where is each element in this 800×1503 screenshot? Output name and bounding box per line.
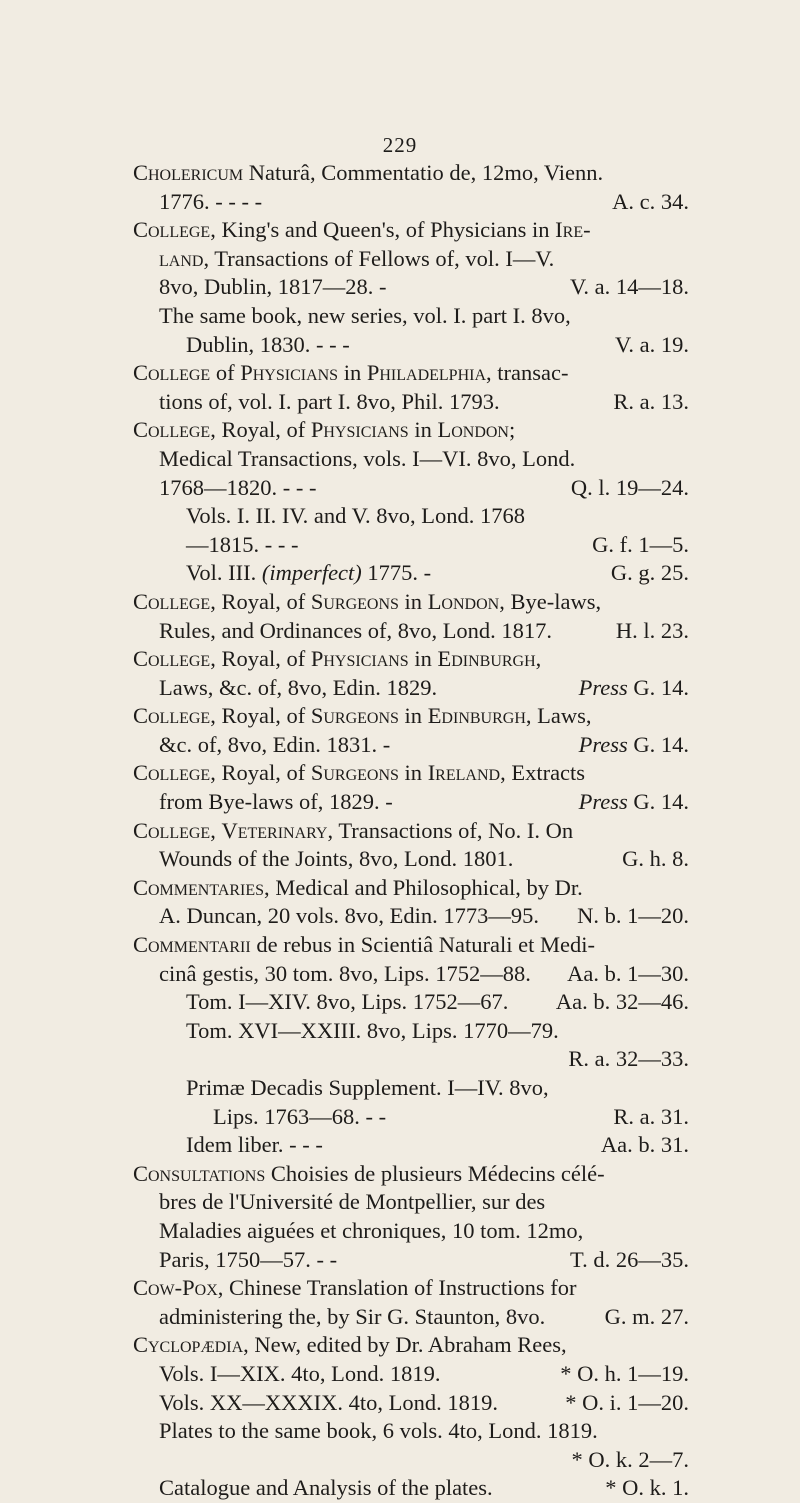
catalogue-line — [133, 645, 689, 674]
catalogue-line — [133, 674, 689, 703]
catalogue-line — [133, 302, 689, 331]
entry-text — [159, 1389, 498, 1418]
entry-fragment: Lips. 1763—68. - - — [213, 1103, 387, 1129]
shelf-mark: G. g. 25. — [610, 560, 689, 586]
entry-fragment: Vols. I—XIX. 4to, Lond. 1819. — [159, 1360, 441, 1386]
page-number: 229 — [382, 133, 418, 157]
catalogue-line — [133, 960, 689, 989]
entry-text — [133, 702, 592, 731]
entry-fragment: in — [408, 646, 438, 672]
entry-text — [133, 588, 601, 617]
catalogue-line — [133, 1474, 689, 1503]
entry-text — [133, 759, 585, 788]
entry-fragment: Plates to the same book, 6 vols. 4to, Lond. 1819. — [159, 1418, 598, 1444]
catalogue-line — [133, 474, 689, 503]
entry-text — [159, 902, 539, 931]
entry-heading: Surgeons — [310, 703, 399, 729]
entry-fragment: transac- — [491, 360, 569, 386]
entry-fragment: New, edited by Dr. Abraham Rees, — [248, 1332, 567, 1358]
entry-heading: College, — [133, 817, 216, 843]
shelf-mark: V. a. 19. — [615, 331, 689, 357]
entry-text — [186, 331, 350, 360]
entry-fragment: Extracts — [505, 760, 586, 786]
catalogue-line — [133, 1274, 689, 1303]
entry-heading: Commentaries, — [133, 874, 270, 900]
entry-fragment: Rules, and Ordinances of, 8vo, Lond. 1817. — [159, 617, 553, 643]
shelf-mark: * O. h. 1—19. — [560, 1360, 689, 1386]
catalogue-line — [133, 1389, 689, 1418]
catalogue-line — [133, 445, 689, 474]
entry-fragment: 1775. - — [361, 560, 432, 586]
catalogue-line — [133, 788, 689, 817]
catalogue-line — [133, 1417, 689, 1446]
catalogue-line — [133, 1446, 689, 1475]
entry-fragment: A. Duncan, 20 vols. 8vo, Edin. 1773—95. — [159, 903, 539, 929]
catalogue-line — [133, 188, 689, 217]
shelf-mark: G. h. 8. — [622, 846, 689, 872]
catalogue-line — [133, 416, 689, 445]
entry-heading: Ireland, — [427, 760, 506, 786]
entry-fragment: in — [398, 703, 428, 729]
entry-fragment: Vols. XX—XXXIX. 4to, Lond. 1819. — [159, 1389, 498, 1415]
entry-text — [133, 1274, 577, 1303]
catalogue-line — [133, 1131, 689, 1160]
entry-fragment: 1768—1820. - - - — [159, 474, 317, 500]
catalogue-line — [133, 817, 689, 846]
entry-fragment: Catalogue and Analysis of the plates. — [159, 1475, 493, 1501]
entry-heading: College, — [133, 417, 216, 443]
entry-heading: land, — [159, 245, 210, 271]
entry-fragment: bres de l'Université de Montpellier, sur des — [159, 1189, 546, 1215]
entry-fragment: Bye-laws, — [504, 588, 602, 614]
entry-note: (imperfect) — [261, 560, 362, 586]
catalogue-line — [133, 1360, 689, 1389]
entry-fragment: Paris, 1750—57. - - — [159, 1246, 338, 1272]
entry-text — [159, 245, 554, 274]
catalogue-line — [133, 1074, 689, 1103]
entry-fragment: Primæ Decadis Supplement. I—IV. 8vo, — [186, 1075, 549, 1100]
entry-heading: Philadelphia, — [366, 360, 492, 386]
entry-fragment: &c. of, 8vo, Edin. 1831. - — [159, 731, 391, 757]
entry-text — [186, 1074, 549, 1103]
entry-fragment: in — [398, 760, 428, 786]
shelf-mark: * O. k. 1. — [605, 1475, 689, 1501]
catalogue-line — [133, 1188, 689, 1217]
entry-text — [159, 273, 387, 302]
entry-fragment: Royal, of — [215, 703, 311, 729]
shelf-mark: Aa. b. 1—30. — [567, 960, 689, 986]
catalogue-line — [133, 388, 689, 417]
entry-fragment: Tom. I—XIV. 8vo, Lips. 1752—67. — [186, 989, 509, 1015]
entry-text — [159, 960, 531, 989]
catalogue-line — [133, 845, 689, 874]
entry-heading: Physicians — [310, 646, 409, 672]
entry-heading: College, — [133, 703, 216, 729]
entry-fragment: The same book, new series, vol. I. part I. 8vo, — [159, 302, 571, 328]
entry-fragment: King's and Queen's, of Physicians in — [215, 217, 556, 243]
entry-fragment: of — [210, 360, 241, 386]
entry-heading: London; — [437, 417, 516, 443]
shelf-mark: Aa. b. 32—46. — [555, 989, 689, 1015]
entry-heading: Cow-Pox, — [133, 1275, 224, 1301]
entry-fragment: Laws, &c. of, 8vo, Edin. 1829. — [159, 674, 438, 700]
entry-heading: Consultations — [133, 1160, 266, 1186]
catalogue-line — [133, 1103, 689, 1132]
entry-fragment: in — [398, 588, 428, 614]
entry-fragment: Naturâ, Commentatio de, 12mo, Vienn. — [243, 160, 604, 185]
entry-text — [159, 1360, 440, 1389]
entry-fragment: Medical Transactions, vols. I—VI. 8vo, Lond. — [159, 445, 576, 471]
entry-text — [159, 617, 552, 646]
shelf-mark: V. a. 14—18. — [570, 274, 689, 300]
entry-fragment: Wounds of the Joints, 8vo, Lond. 1801. — [159, 846, 514, 872]
entry-fragment: in — [408, 417, 438, 443]
shelf-mark: H. l. 23. — [615, 617, 689, 643]
entry-text — [133, 416, 515, 445]
entry-text — [186, 988, 508, 1017]
catalogue-line — [133, 216, 689, 245]
entry-fragment: Royal, of — [215, 417, 311, 443]
entry-fragment: Vol. III. — [186, 560, 262, 586]
entry-fragment: Dublin, 1830. - - - — [186, 331, 350, 357]
entry-text — [186, 559, 431, 588]
entry-text — [133, 216, 591, 245]
catalogue-entries — [133, 159, 689, 1503]
entry-heading: Edinburgh, — [427, 703, 532, 729]
shelf-mark: T. d. 26—35. — [570, 1246, 689, 1272]
entry-heading: College, — [133, 760, 216, 786]
entry-heading: Physicians — [240, 360, 339, 386]
entry-heading: College, — [133, 588, 216, 614]
entry-text — [186, 1017, 559, 1046]
entry-fragment: Royal, of — [215, 588, 311, 614]
catalogue-line — [133, 1217, 689, 1246]
entry-fragment: from Bye-laws of, 1829. - — [159, 789, 393, 815]
shelf-mark: G. f. 1—5. — [592, 531, 689, 557]
catalogue-line — [133, 931, 689, 960]
entry-text — [133, 1160, 605, 1189]
entry-heading: London, — [427, 588, 505, 614]
entry-fragment: de rebus in Scientiâ Naturali et Medi- — [250, 932, 595, 958]
entry-text — [133, 931, 595, 960]
entry-fragment: Idem liber. - - - — [186, 1132, 323, 1158]
entry-heading: Cyclopædia, — [133, 1332, 249, 1358]
entry-text — [159, 302, 571, 331]
entry-text — [133, 359, 568, 388]
entry-text — [159, 1303, 545, 1332]
entry-fragment: tions of, vol. I. part I. 8vo, Phil. 1793. — [159, 388, 500, 414]
entry-text — [159, 845, 513, 874]
catalogue-line — [133, 502, 689, 531]
entry-heading: Physicians — [310, 417, 409, 443]
entry-fragment: 1776. - - - - — [159, 188, 263, 214]
catalogue-line — [133, 617, 689, 646]
catalogue-line — [133, 159, 689, 188]
entry-text — [159, 674, 437, 703]
shelf-mark: R. a. 13. — [613, 388, 689, 414]
entry-text — [159, 188, 262, 217]
shelf-mark: Q. l. 19—24. — [570, 474, 689, 500]
catalogue-line — [133, 702, 689, 731]
catalogue-line — [133, 1017, 689, 1046]
entry-text — [159, 445, 575, 474]
entry-text — [159, 1188, 545, 1217]
entry-fragment: cinâ gestis, 30 tom. 8vo, Lips. 1752—88. — [159, 960, 531, 986]
entry-fragment: Laws, — [531, 703, 592, 729]
entry-heading: Ire- — [555, 217, 591, 243]
entry-text — [159, 731, 390, 760]
entry-heading: Veterinary, — [221, 817, 334, 843]
entry-text — [133, 817, 573, 846]
catalogue-line — [133, 273, 689, 302]
shelf-mark: * O. i. 1—20. — [565, 1389, 689, 1415]
entry-fragment: Choisies de plusieurs Médecins célé- — [265, 1160, 605, 1186]
catalogue-line — [133, 731, 689, 760]
entry-fragment: Vols. I. II. IV. and V. 8vo, Lond. 1768 — [186, 503, 525, 529]
catalogue-line — [133, 988, 689, 1017]
catalogue-line — [133, 1160, 689, 1189]
catalogue-line — [133, 1045, 689, 1074]
entry-heading: Surgeons — [310, 760, 399, 786]
entry-text — [133, 1331, 567, 1360]
entry-fragment: Medical and Philosophical, by Dr. — [269, 874, 583, 900]
entry-text — [159, 474, 316, 503]
entry-text — [159, 388, 500, 417]
shelf-mark: * O. k. 2—7. — [571, 1446, 689, 1472]
shelf-mark: Aa. b. 31. — [600, 1132, 689, 1158]
shelf-mark: G. m. 27. — [604, 1303, 689, 1329]
entry-fragment: Maladies aiguées et chroniques, 10 tom. 12mo, — [159, 1217, 584, 1243]
entry-heading: College, — [133, 646, 216, 672]
shelf-mark: Press G. 14. — [578, 789, 689, 815]
catalogue-line — [133, 588, 689, 617]
entry-text — [186, 1131, 323, 1160]
catalogue-line — [133, 531, 689, 560]
entry-fragment: Transactions of, No. I. On — [333, 817, 574, 843]
entry-fragment: in — [338, 360, 367, 386]
entry-text — [133, 874, 583, 903]
entry-fragment: Tom. XVI—XXIII. 8vo, Lips. 1770—79. — [186, 1017, 559, 1043]
entry-text — [159, 1417, 598, 1446]
catalogue-line — [133, 759, 689, 788]
catalogue-line — [133, 874, 689, 903]
entry-fragment: Royal, of — [215, 646, 311, 672]
catalogue-line — [133, 1246, 689, 1275]
entry-fragment: Royal, of — [215, 760, 311, 786]
entry-heading: College — [133, 360, 211, 386]
shelf-mark: R. a. 32—33. — [568, 1046, 689, 1072]
entry-heading: Cholericum — [133, 160, 244, 185]
shelf-mark: Press G. 14. — [578, 731, 689, 757]
entry-fragment: Transactions of Fellows of, vol. I—V. — [209, 245, 555, 271]
shelf-mark: N. b. 1—20. — [577, 903, 689, 929]
shelf-mark: Press G. 14. — [578, 674, 689, 700]
entry-text — [159, 1246, 337, 1275]
entry-fragment: administering the, by Sir G. Staunton, 8vo. — [159, 1303, 546, 1329]
entry-text — [186, 502, 525, 531]
catalogue-line — [133, 331, 689, 360]
catalogue-line — [133, 902, 689, 931]
entry-text — [133, 645, 541, 674]
entry-fragment: Chinese Translation of Instructions for — [223, 1275, 577, 1301]
entry-text — [159, 1217, 583, 1246]
catalogue-line — [133, 245, 689, 274]
entry-text — [159, 1474, 493, 1503]
entry-text — [213, 1103, 386, 1132]
entry-heading: Edinburgh, — [437, 646, 542, 672]
entry-text — [159, 788, 393, 817]
entry-text — [133, 159, 603, 188]
catalogue-line — [133, 1303, 689, 1332]
catalogue-line — [133, 359, 689, 388]
catalogue-line — [133, 1331, 689, 1360]
entry-heading: Commentarii — [133, 932, 251, 958]
entry-heading: College, — [133, 217, 216, 243]
shelf-mark: R. a. 31. — [613, 1103, 689, 1129]
shelf-mark: A. c. 34. — [612, 188, 689, 214]
entry-heading: Surgeons — [310, 588, 399, 614]
catalogue-line — [133, 559, 689, 588]
entry-fragment: 8vo, Dublin, 1817—28. - — [159, 274, 387, 300]
entry-text — [186, 531, 298, 560]
entry-fragment: —1815. - - - — [186, 531, 299, 557]
